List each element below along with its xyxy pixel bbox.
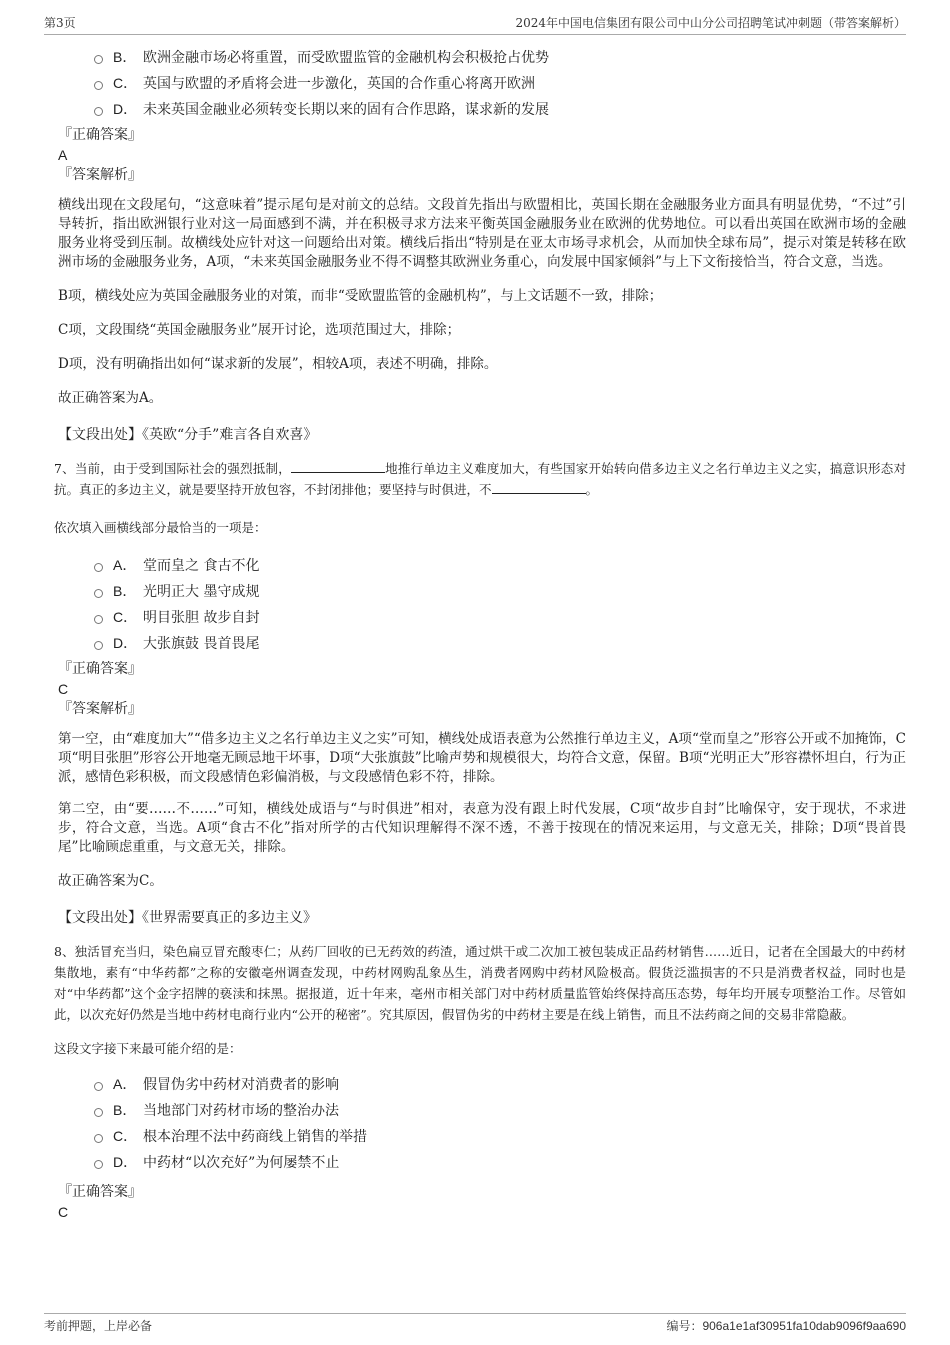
q7-options (58, 552, 906, 656)
answer-heading: 『正确答案』 (58, 127, 142, 143)
option-d[interactable]: D． 大张旗鼓 畏首畏尾 (94, 630, 906, 656)
analysis-heading: 『答案解析』 (58, 701, 142, 717)
document-title: 2024年中国电信集团有限公司中山分公司招聘笔试冲刺题（带答案解析） (515, 16, 906, 30)
question-7-prompt: 依次填入画横线部分最恰当的一项是： (54, 520, 267, 535)
radio-icon[interactable] (94, 55, 103, 64)
analysis-paragraph: 第二空，由“要……不……”可知，横线处成语与“与时俱进”相对，表意为没有跟上时代发展，C项“故步自封”比喻保守，安于现状，不求进步，符合文意，当选。A项“食古不化”指对所学的古代知识理解得不深不透，不善于按现在的情况来运用，与文意无关，排除；D项“畏首畏尾”比喻顾虑重重，与文意无关，排除。 (58, 801, 906, 855)
radio-icon[interactable] (94, 1108, 103, 1117)
q8-options (58, 1071, 906, 1175)
radio-icon[interactable] (94, 107, 103, 116)
answer-heading: 『正确答案』 (58, 661, 142, 677)
correct-answer: C (58, 1204, 69, 1220)
radio-icon[interactable] (94, 641, 103, 650)
option-a[interactable]: A． 假冒伪劣中药材对消费者的影响 (94, 1071, 906, 1097)
page-content (54, 44, 906, 1221)
analysis-paragraph: 第一空，由“难度加大”“借多边主义之名行单边主义之实”可知，横线处成语表意为公然推行单边主义，A项“堂而皇之”形容公开或不加掩饰，C项“明目张胆”形容公开地毫无顾忌地干坏事，D项“大张旗鼓”比喻声势和规模很大，均符合文意，保留。B项“光明正大”形容襟怀坦白，行为正派，感情色彩积极，而文段感情色彩偏消极，与文段感情色彩不符，排除。 (58, 731, 906, 785)
q6-options (58, 44, 906, 122)
option-a[interactable]: A． 堂而皇之 食古不化 (94, 552, 906, 578)
analysis-paragraph: D项，没有明确指出如何“谋求新的发展”，相较A项，表述不明确，排除。 (58, 356, 498, 372)
option-b[interactable]: B． 当地部门对药材市场的整治办法 (94, 1097, 906, 1123)
answer-heading: 『正确答案』 (58, 1184, 142, 1200)
option-b[interactable]: B． 欧洲金融市场必将重置，而受欧盟监管的金融机构会积极抢占优势 (94, 44, 906, 70)
radio-icon[interactable] (94, 563, 103, 572)
passage-source: 【文段出处】《英欧“分手”难言各自欢喜》 (58, 427, 318, 443)
fill-blank (291, 460, 385, 473)
question-8-prompt: 这段文字接下来最可能介绍的是： (54, 1041, 242, 1056)
analysis-paragraph: 横线出现在文段尾句，“这意味着”提示尾句是对前文的总结。文段首先指出与欧盟相比，英国长期在金融服务业方面具有明显优势，“不过”引导转折，指出欧洲银行业对这一局面感到不满，并在积极寻求方法来平衡英国金融服务业在欧洲的优势地位。可以看出英国在欧洲市场的金融服务业将受到压制。故横线处应针对这一问题给出对策。横线后指出“特别是在亚太市场寻求机会，从而加快全球布局”，提示对策是转移在欧洲市场的金融服务业务，A项，“未来英国金融服务业不得不调整其欧洲业务重心，向发展中国家倾斜”与上下文衔接恰当，符合文意，当选。 (58, 197, 906, 270)
fill-blank (492, 481, 586, 494)
radio-icon[interactable] (94, 1134, 103, 1143)
analysis-conclusion: 故正确答案为C。 (58, 873, 163, 889)
correct-answer: A (58, 147, 68, 163)
radio-icon[interactable] (94, 81, 103, 90)
question-8-stem: 8、独活冒充当归，染色扁豆冒充酸枣仁；从药厂回收的已无药效的药渣，通过烘干或二次加工被包装成正品药材销售……近日，记者在全国最大的中药材集散地，素有“中华药都”之称的安徽亳州调查发现，中药材网购乱象丛生，消费者网购中药材风险极高。假货泛滥损害的不只是消费者权益，同时也是对“中华药都”这个金字招牌的亵渎和抹黑。据报道，近十年来，亳州市相关部门对中药材质量监管始终保持高压态势，每年均开展专项整治工作。尽管如此，以次充好仍然是当地中药材电商行业内“公开的秘密”。究其原因，假冒伪劣的中药材主要是在线上销售，而且不法药商之间的交易非常隐蔽。 (54, 944, 906, 1022)
document-code: 编号：906a1e1af30951fa10dab9096f9aa690 (666, 1319, 906, 1333)
correct-answer: C (58, 681, 69, 697)
option-c[interactable]: C． 根本治理不法中药商线上销售的举措 (94, 1123, 906, 1149)
option-d[interactable]: D． 未来英国金融业必须转变长期以来的固有合作思路，谋求新的发展 (94, 96, 906, 122)
radio-icon[interactable] (94, 1082, 103, 1091)
page-number: 第3页 (44, 16, 76, 30)
radio-icon[interactable] (94, 589, 103, 598)
option-b[interactable]: B． 光明正大 墨守成规 (94, 578, 906, 604)
option-d[interactable]: D． 中药材“以次充好”为何屡禁不止 (94, 1149, 906, 1175)
page-header (44, 14, 906, 35)
analysis-paragraph: C项，文段围绕“英国金融服务业”展开讨论，选项范围过大，排除； (58, 322, 461, 338)
footer-slogan: 考前押题，上岸必备 (44, 1319, 153, 1333)
radio-icon[interactable] (94, 1160, 103, 1169)
option-c[interactable]: C． 明目张胆 故步自封 (94, 604, 906, 630)
passage-source: 【文段出处】《世界需要真正的多边主义》 (58, 910, 317, 926)
page-footer (44, 1313, 906, 1334)
analysis-paragraph: B项，横线处应为英国金融服务业的对策，而非“受欧盟监管的金融机构”，与上文话题不一致，排除； (58, 288, 663, 304)
question-7-stem: 7、当前，由于受到国际社会的强烈抵制， 地推行单边主义难度加大，有些国家开始转向借多边主义之名行单边主义之实，搞意识形态对抗。真正的多边主义，就是要坚持开放包容，不封闭排他；要坚持与时俱进，不 。 (54, 461, 906, 497)
option-c[interactable]: C． 英国与欧盟的矛盾将会进一步激化，英国的合作重心将离开欧洲 (94, 70, 906, 96)
radio-icon[interactable] (94, 615, 103, 624)
analysis-heading: 『答案解析』 (58, 167, 142, 183)
analysis-conclusion: 故正确答案为A。 (58, 390, 163, 406)
